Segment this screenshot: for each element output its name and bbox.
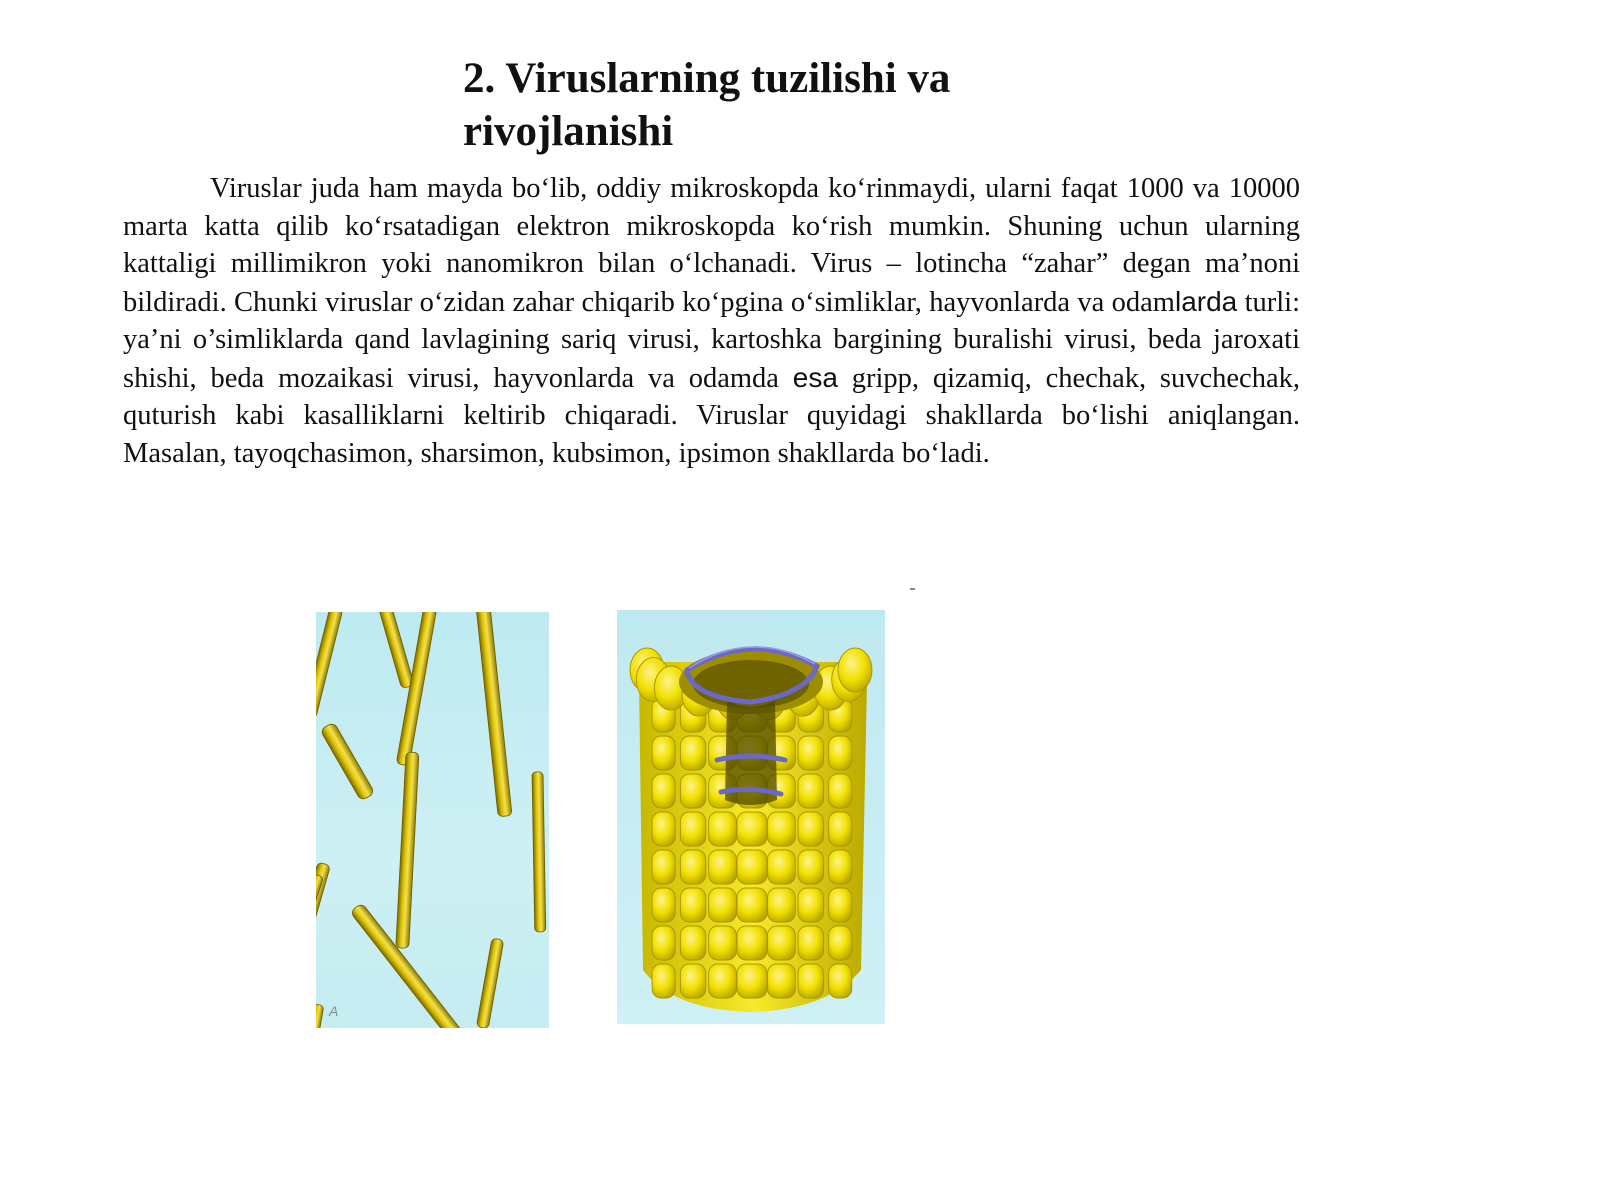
capsomere [737,926,767,960]
capsomere [652,812,675,846]
capsomere [829,964,852,998]
capsomere [768,812,796,846]
stray-mark [910,588,915,590]
rod-shaped-virus-figure [316,612,549,1028]
capsomere [709,888,737,922]
capsomere [829,888,852,922]
body-text-part-5: gripp, qizamiq, chechak, suvchechak, quturish kabi kasalliklarni keltirib chiqaradi. Viruslar quyidagi shakllarda bo‘lishi aniqlangan. Masalan, tayoqchasimon, sharsimon, kubsimon, ipsimon shakllarda bo‘ladi. [123,362,1300,469]
capsomere [709,850,737,884]
capsomere [737,964,767,998]
capsomere [768,964,796,998]
capsomere [709,926,737,960]
body-text-part-3: turli: ya’ni o’simliklarda qand lavlagining sariq virusi, kartoshka bargining buralishi virusi, beda jaroxati shishi, beda mozaikasi virusi, hayvonlarda va odamda [123,286,1300,394]
capsomere [709,812,737,846]
figure-label: A [329,1003,339,1019]
capsomere [652,964,675,998]
body-text-part-2: larda [1174,285,1238,317]
page-title-line-1: 2. Viruslarning tuzilishi va [463,55,951,102]
capsomere [709,964,737,998]
body-paragraph [123,170,1300,472]
capsomere [798,926,823,960]
capsomere [829,812,852,846]
capsomere [768,850,796,884]
capsomere [798,774,823,808]
page-title [463,52,1023,158]
capsomere [652,888,675,922]
capsomere [838,648,872,692]
capsomere [768,926,796,960]
capsomere [737,888,767,922]
capsomere [680,926,705,960]
body-text-part-4: esa [792,361,838,393]
capsomere [652,736,675,770]
capsomere [652,850,675,884]
capsomere [680,812,705,846]
capsomere [680,850,705,884]
capsomere [798,850,823,884]
capsomere [652,774,675,808]
capsomere [829,736,852,770]
capsomere [652,926,675,960]
capsomere [798,736,823,770]
rod-shaped-virus-icon [316,612,549,1028]
capsomere [680,774,705,808]
capsomere [829,850,852,884]
capsomere [680,736,705,770]
page-title-line-2: rivojlanishi [463,108,674,155]
capsomere [798,888,823,922]
capsomere [798,812,823,846]
capsomere [768,888,796,922]
capsomere [829,926,852,960]
body-text-part-1: Viruslar juda ham mayda bo‘lib, oddiy mikroskopda ko‘rinmaydi, ularni faqat 1000 va 10000 marta katta qilib ko‘rsatadigan elektron mikroskopda ko‘rish mumkin. Shuning uchun ularning kattaligi millimikron yoki nanomikron bilan o‘lchanadi. Virus – lotincha “zahar” degan ma’noni bildiradi. Chunki viruslar o‘zidan zahar chiqarib ko‘pgina o‘simliklar, hayvonlarda va odam [123,173,1300,318]
helical-capsid-figure [617,610,885,1024]
helical-capsid-virus-icon [617,610,885,1024]
capsomere [737,812,767,846]
capsomere [798,964,823,998]
capsomere [737,850,767,884]
capsomere [680,888,705,922]
capsomere [829,774,852,808]
capsomere [680,964,705,998]
